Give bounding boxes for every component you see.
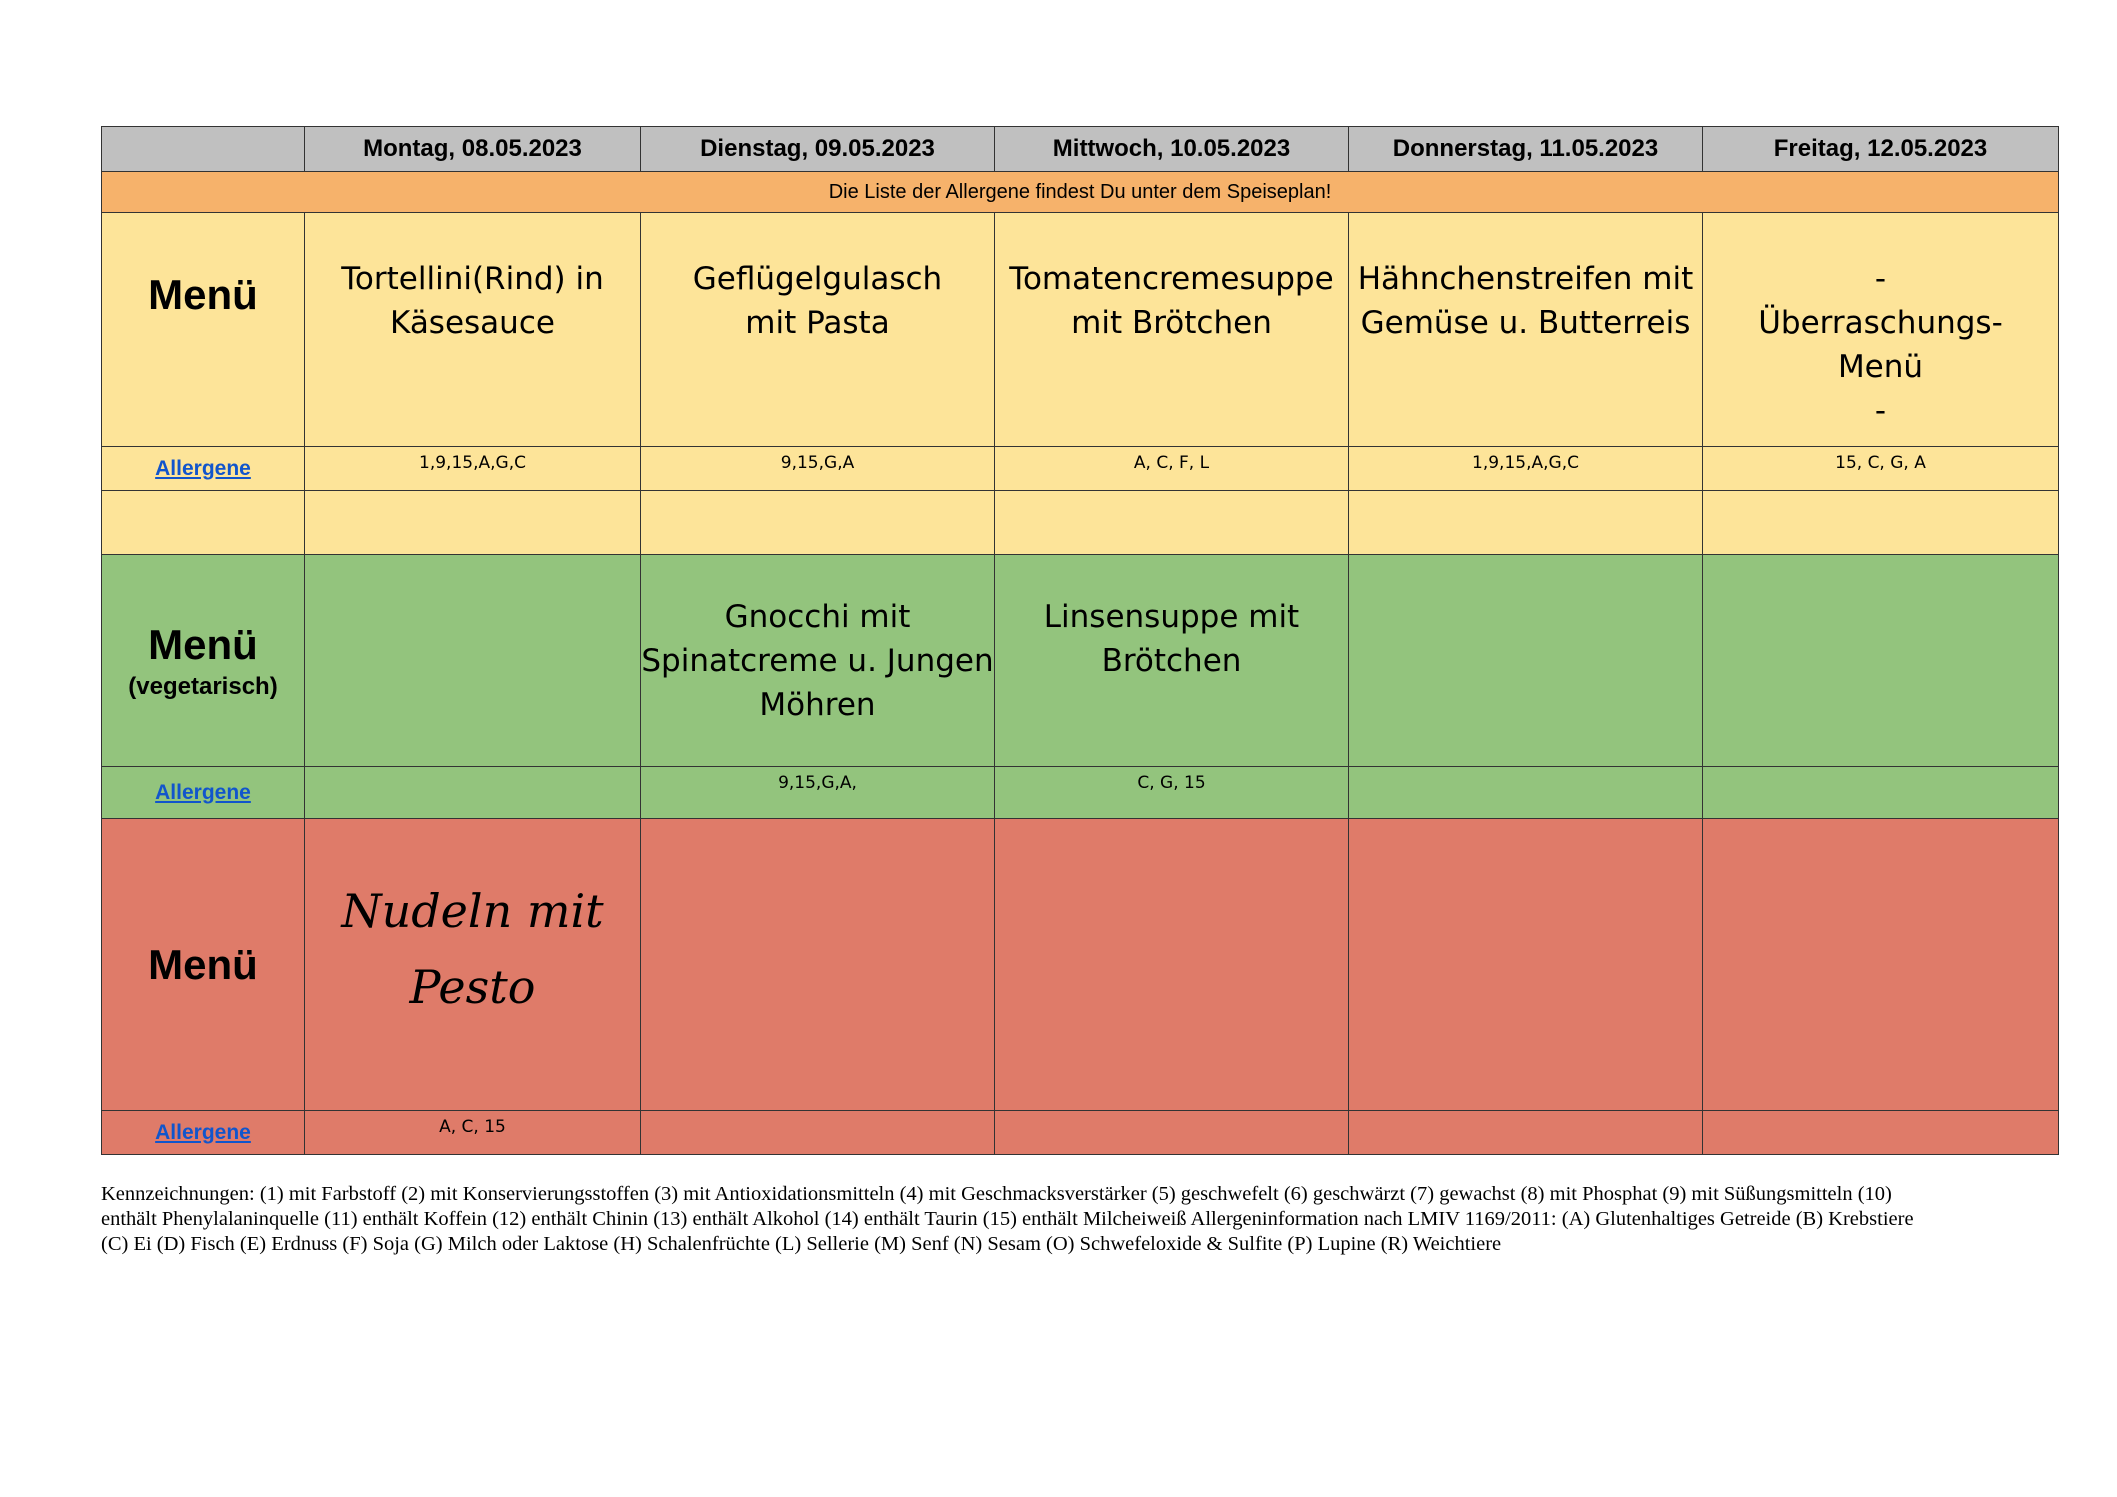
menu3-allergens-friday — [1703, 1111, 2059, 1155]
menu2-dish-thursday — [1349, 555, 1703, 767]
menu2-allergen-link[interactable]: Allergene — [155, 780, 251, 804]
menu2-allergens-monday — [305, 767, 641, 819]
menu1-allergens-thursday: 1,9,15,A,G,C — [1349, 447, 1703, 491]
menu1-dish-wednesday: Tomatencremesuppe mit Brötchen — [995, 213, 1349, 447]
day-header-monday: Montag, 08.05.2023 — [305, 127, 641, 172]
menu2-dish-tuesday: Gnocchi mit Spinatcreme u. Jungen Möhren — [641, 555, 995, 767]
menu1-allergen-link[interactable]: Allergene — [155, 456, 251, 480]
day-header-thursday: Donnerstag, 11.05.2023 — [1349, 127, 1703, 172]
allergen-notice: Die Liste der Allergene findest Du unter dem Speiseplan! — [102, 172, 2059, 213]
menu1-allergens-tuesday: 9,15,G,A — [641, 447, 995, 491]
menu2-allergen-row — [102, 767, 2059, 819]
menu3-allergen-link[interactable]: Allergene — [155, 1120, 251, 1144]
footnote-line-1: Kennzeichnungen: (1) mit Farbstoff (2) mit Konservierungsstoffen (3) mit Antioxidationsmitteln (4) mit Geschmacksverstärker (5) geschwefelt (6) geschwärzt (7) gewachst (8) mit Phosphat (9) mit Süßungsmitteln (10) — [101, 1183, 1892, 1205]
menu1-dish-tuesday: Geflügelgulasch mit Pasta — [641, 213, 995, 447]
menu1-allergens-monday: 1,9,15,A,G,C — [305, 447, 641, 491]
menu1-allergens-wednesday: A, C, F, L — [995, 447, 1349, 491]
menu3-dish-tuesday — [641, 819, 995, 1111]
notice-row — [102, 172, 2059, 213]
spacer-row — [102, 491, 2059, 555]
menu-plan-table — [101, 126, 2059, 1155]
menu1-row — [102, 213, 2059, 447]
menu3-allergens-monday: A, C, 15 — [305, 1111, 641, 1155]
allergen-footnote — [101, 1182, 2091, 1257]
menu3-row — [102, 819, 2059, 1111]
menu2-allergens-friday — [1703, 767, 2059, 819]
menu2-row — [102, 555, 2059, 767]
menu3-label: Menü — [102, 819, 305, 1111]
menu1-label: Menü — [102, 213, 305, 447]
menu1-allergens-friday: 15, C, G, A — [1703, 447, 2059, 491]
menu3-allergens-thursday — [1349, 1111, 1703, 1155]
menu1-dish-monday: Tortellini(Rind) in Käsesauce — [305, 213, 641, 447]
menu2-allergens-tuesday: 9,15,G,A, — [641, 767, 995, 819]
menu2-allergens-wednesday: C, G, 15 — [995, 767, 1349, 819]
menu2-dish-monday — [305, 555, 641, 767]
menu3-allergens-wednesday — [995, 1111, 1349, 1155]
header-row — [102, 127, 2059, 172]
menu3-allergens-tuesday — [641, 1111, 995, 1155]
menu3-dish-friday — [1703, 819, 2059, 1111]
day-header-friday: Freitag, 12.05.2023 — [1703, 127, 2059, 172]
menu1-allergen-row — [102, 447, 2059, 491]
menu1-dish-thursday: Hähnchenstreifen mit Gemüse u. Butterreis — [1349, 213, 1703, 447]
menu3-allergen-row — [102, 1111, 2059, 1155]
day-header-wednesday: Mittwoch, 10.05.2023 — [995, 127, 1349, 172]
menu2-label: Menü (vegetarisch) — [102, 555, 305, 767]
day-header-tuesday: Dienstag, 09.05.2023 — [641, 127, 995, 172]
menu1-dish-friday: - Überraschungs- Menü - — [1703, 213, 2059, 447]
footnote-line-3: (C) Ei (D) Fisch (E) Erdnuss (F) Soja (G) Milch oder Laktose (H) Schalenfrüchte (L) Sellerie (M) Senf (N) Sesam (O) Schwefeloxide & Sulfite (P) Lupine (R) Weichtiere — [101, 1233, 1502, 1255]
menu3-dish-wednesday — [995, 819, 1349, 1111]
menu2-dish-friday — [1703, 555, 2059, 767]
menu2-allergens-thursday — [1349, 767, 1703, 819]
menu2-dish-wednesday: Linsensuppe mit Brötchen — [995, 555, 1349, 767]
menu3-dish-monday: Nudeln mit Pesto — [305, 819, 641, 1111]
footnote-line-2: enthält Phenylalaninquelle (11) enthält Koffein (12) enthält Chinin (13) enthält Alkohol (14) enthält Taurin (15) enthält Milcheiweiß Allergeninformation nach LMIV 1169/2011: (A) Glutenhaltiges Getreide (B) Krebstiere — [101, 1208, 1914, 1230]
header-corner — [102, 127, 305, 172]
menu3-dish-thursday — [1349, 819, 1703, 1111]
